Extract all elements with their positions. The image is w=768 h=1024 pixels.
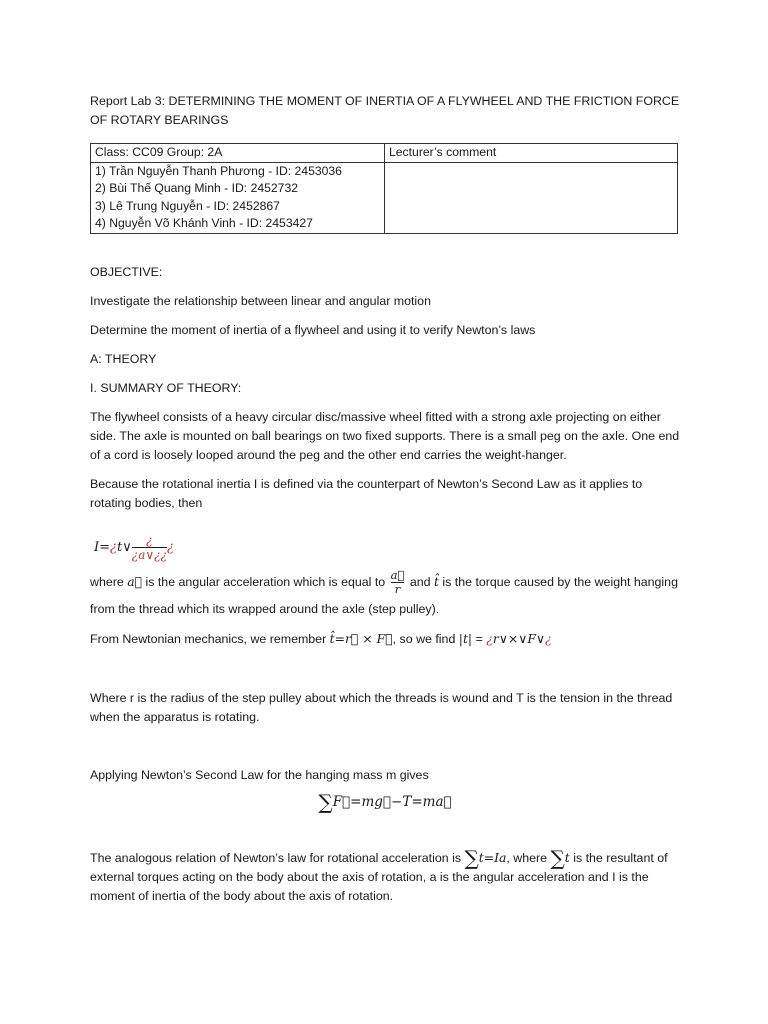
applying-paragraph: Applying Newton’s Second Law for the hanging mass m gives	[90, 767, 429, 782]
class-group-cell: Class: CC09 Group: 2A	[91, 144, 385, 163]
comment-cell	[385, 162, 678, 233]
formula-symbol-end: ¿	[545, 630, 552, 646]
torque-symbol: t	[564, 849, 570, 865]
member-3: 3) Lê Trung Nguyễn - ID: 2452867	[95, 198, 280, 213]
newtonian-paragraph	[90, 629, 680, 649]
member-2: 2) Bùi Thế Quang Minh - ID: 2452732	[95, 181, 299, 195]
formula-symbol: ¿	[110, 539, 118, 555]
inertia-formula	[90, 523, 680, 563]
formula-t: t∨	[117, 539, 132, 555]
text: is the angular acceleration which is equal to	[142, 574, 389, 589]
text: From Newtonian mechanics, we remember	[90, 631, 330, 646]
comment-header-cell: Lecturer’s comment	[385, 144, 678, 163]
text: is the torque caused by the weight hanging	[438, 574, 678, 589]
sigma-symbol: ∑	[550, 845, 565, 870]
objective-2: Determine the moment of inertia of a flywheel and using it to verify Newton’s laws	[90, 322, 536, 337]
fraction-denominator: r	[394, 581, 401, 596]
torque-magnitude: r∨×∨F∨	[492, 630, 546, 646]
flywheel-paragraph: The flywheel consists of a heavy circular disc/massive wheel fitted with a strong axle projecting on either side. The axle is mounted on ball bearings on two fixed supports. There is a small peg on the axle. One end of a cord is loosely looped around the peg and the other end carries the weight-hanger.	[90, 409, 680, 462]
vector-a: a⃗	[127, 573, 143, 589]
fraction-numerator: a⃗	[390, 567, 405, 582]
vector-t: t̂	[433, 573, 439, 589]
sigma-symbol: ∑	[464, 845, 479, 870]
text: where	[90, 574, 128, 589]
members-cell	[91, 162, 385, 233]
inertia-paragraph: Because the rotational inertia I is defined via the counterpart of Newton’s Second Law as it applies to rotating bodies, then	[90, 476, 643, 510]
fraction-numerator: ¿	[132, 533, 167, 548]
objective-1: Investigate the relationship between linear and angular motion	[90, 293, 431, 308]
where-a-line2: from the thread which its wrapped around the axle (step pulley).	[90, 601, 440, 616]
where-r-paragraph: Where r is the radius of the step pulley about which the threads is wound and T is the tension in the thread when the apparatus is rotating.	[90, 690, 673, 724]
section-a-heading: A: THEORY	[90, 351, 157, 366]
section-i-heading: I. SUMMARY OF THEORY:	[90, 380, 242, 395]
formula-lhs: I=	[94, 539, 111, 555]
formula-symbol-end: ¿	[167, 539, 174, 555]
newton-second-law-formula	[90, 789, 680, 814]
text: is the resultant of external torques acting on the body about the axis of rotation, a is the angular acceleration and I is the moment of inertia of the body about the axis of rotation.	[90, 850, 668, 903]
member-4: 4) Nguyễn Võ Khánh Vinh - ID: 2453427	[95, 216, 313, 230]
text: , so we find	[392, 631, 459, 646]
rotational-equation: t=Ia	[478, 849, 507, 865]
analogous-paragraph	[90, 845, 680, 906]
abs-t: |t|	[458, 630, 473, 646]
torque-equation: t̂=r⃗ × F⃗	[329, 630, 393, 646]
formula-symbol: ¿	[486, 630, 493, 646]
text: The analogous relation of Newton’s law for rotational acceleration is	[90, 850, 465, 865]
objective-heading: OBJECTIVE:	[90, 264, 163, 279]
a-over-r-fraction	[391, 569, 405, 596]
report-title: Report Lab 3: DETERMINING THE MOMENT OF INERTIA OF A FLYWHEEL AND THE FRICTION FORCE OF ROTARY BEARINGS	[90, 94, 680, 127]
where-a-paragraph	[90, 569, 680, 596]
text: and	[406, 574, 434, 589]
member-1: 1) Trần Nguyễn Thanh Phương - ID: 2453036	[95, 163, 342, 178]
text: =	[472, 631, 487, 646]
text: , where	[506, 850, 551, 865]
document-page	[90, 92, 680, 906]
sigma-symbol: ∑	[318, 789, 333, 814]
info-table	[90, 143, 678, 234]
fraction-denominator: ¿a∨¿¿	[131, 547, 168, 562]
newton-equation: F⃗=mg⃗−T=ma⃗	[332, 793, 452, 810]
formula-fraction	[132, 533, 167, 562]
